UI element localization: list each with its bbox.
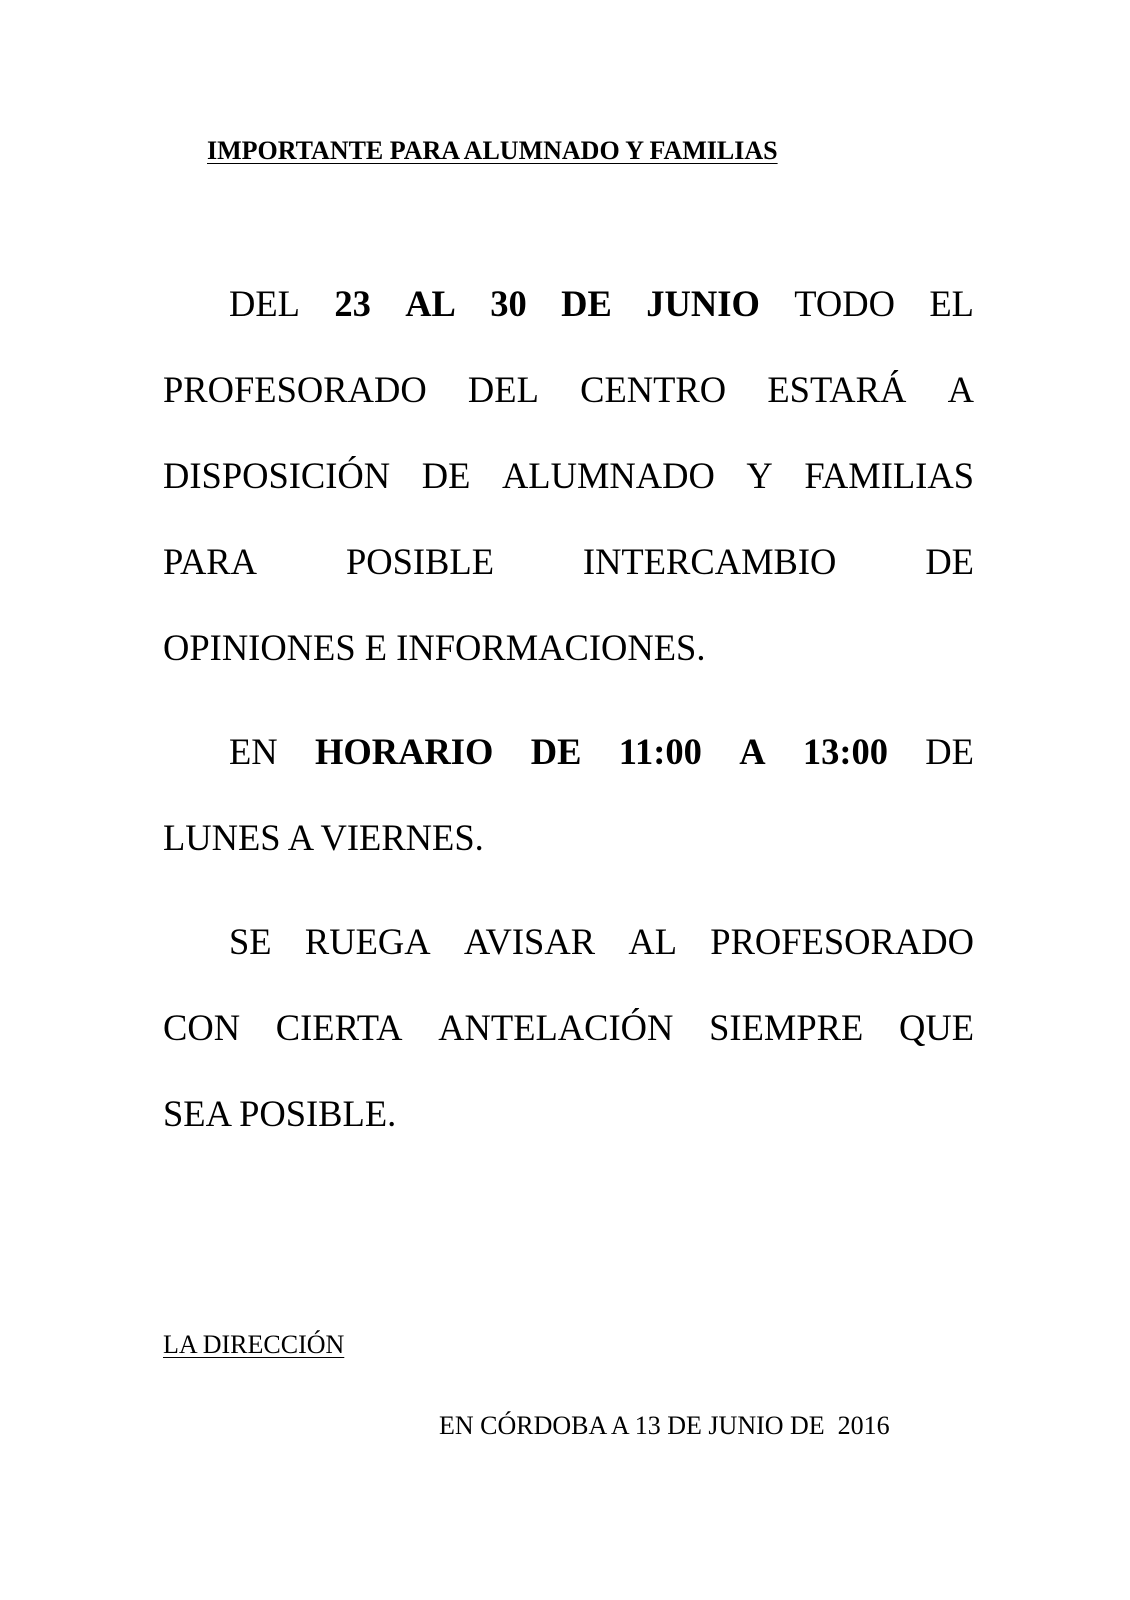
- word: QUE: [898, 1007, 974, 1048]
- signature: LA DIRECCIÓN: [163, 1330, 345, 1359]
- word: AVISAR: [463, 921, 596, 962]
- end-day: 30: [490, 283, 527, 324]
- word: ANTELACIÓN: [438, 1007, 674, 1048]
- word: TODO: [794, 283, 895, 324]
- start-time: 11:00: [618, 731, 702, 772]
- word: SIEMPRE: [709, 1007, 864, 1048]
- paragraph-1-line-1: [163, 282, 974, 326]
- word: PARA: [163, 541, 258, 582]
- word: ALUMNADO: [501, 455, 715, 496]
- word: CIERTA: [275, 1007, 403, 1048]
- paragraph-1-line-3: [163, 454, 974, 498]
- word: EN: [229, 731, 278, 772]
- notice-title: IMPORTANTE PARA ALUMNADO Y FAMILIAS: [207, 136, 778, 165]
- paragraph-3-line-3: [163, 1092, 974, 1136]
- word: ESTARÁ: [767, 369, 907, 410]
- line-text: SEA POSIBLE.: [163, 1093, 397, 1134]
- line-text: LUNES A VIERNES.: [163, 817, 484, 858]
- place-and-date: EN CÓRDOBA A 13 DE JUNIO DE 2016: [439, 1411, 890, 1440]
- paragraph-1-line-5: [163, 626, 974, 670]
- word: POSIBLE: [345, 541, 494, 582]
- word: DE: [925, 541, 974, 582]
- word: AL: [405, 283, 456, 324]
- paragraph-3-line-2: [163, 1006, 974, 1050]
- word: DEL: [229, 283, 300, 324]
- word: DEL: [467, 369, 539, 410]
- word: A: [947, 369, 974, 410]
- word: FAMILIAS: [804, 455, 974, 496]
- line-text: OPINIONES E INFORMACIONES.: [163, 627, 706, 668]
- paragraph-2-line-1: [163, 730, 974, 774]
- word: CON: [163, 1007, 241, 1048]
- word: CENTRO: [580, 369, 727, 410]
- month: JUNIO: [646, 283, 760, 324]
- word: PROFESORADO: [163, 369, 427, 410]
- paragraph-1-line-4: [163, 540, 974, 584]
- paragraph-3-line-1: [163, 920, 974, 964]
- paragraph-2-line-2: [163, 816, 974, 860]
- end-time: 13:00: [802, 731, 888, 772]
- paragraph-1-line-2: [163, 368, 974, 412]
- word: PROFESORADO: [710, 921, 974, 962]
- word: Y: [746, 455, 773, 496]
- word: DE: [530, 731, 582, 772]
- word: AL: [628, 921, 677, 962]
- start-day: 23: [334, 283, 371, 324]
- word: DE: [925, 731, 974, 772]
- word: SE: [229, 921, 272, 962]
- word: HORARIO: [314, 731, 494, 772]
- word: INTERCAMBIO: [582, 541, 837, 582]
- word: DE: [421, 455, 471, 496]
- word: A: [739, 731, 766, 772]
- word: RUEGA: [304, 921, 431, 962]
- word: EL: [929, 283, 974, 324]
- word: DISPOSICIÓN: [163, 455, 391, 496]
- word: DE: [561, 283, 612, 324]
